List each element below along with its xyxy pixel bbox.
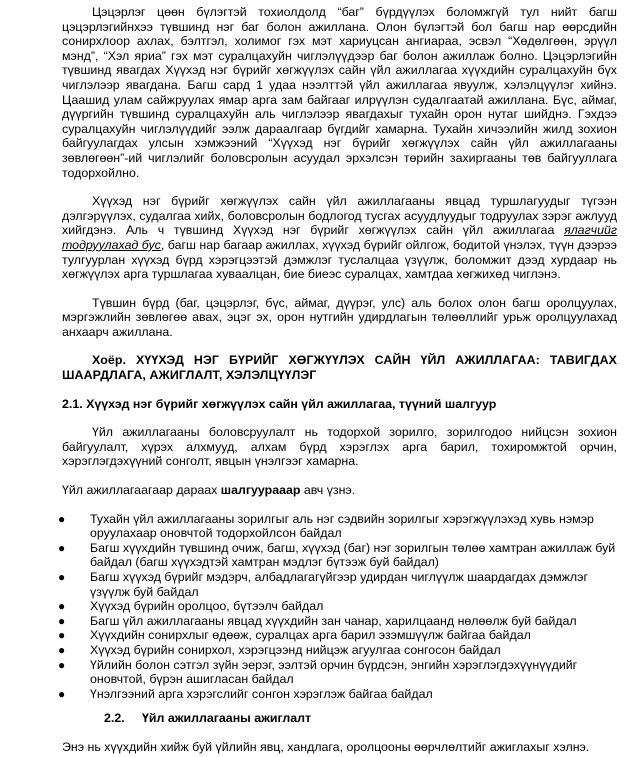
- list-item: [58, 628, 617, 643]
- list-item: [58, 613, 617, 629]
- bullet-icon: ●: [58, 613, 66, 628]
- paragraph-observation: Энэ нь хүүхдийн хийж буй үйлийн явц, хандлага, оролцооны өөрчлөлтийг ажиглахыг хэлнэ.: [62, 739, 590, 754]
- section-heading: Хоёр. ХҮҮХЭД НЭГ БҮРИЙГ ХӨГЖҮҮЛЭХ САЙН ҮЙЛ АЖИЛЛАГАА: ТАВИГДАХ ШААРДЛАГА, АЖИГЛАЛТ, ХЭЛЭЛЦҮҮЛЭГ: [62, 353, 617, 383]
- list-item-text: Багш хүүхэд бүрийг мэдэрч, албадлагагүйгээр удирдан чиглүүлж шаардагдах дэмжлэг үзүүлж буй байдал: [90, 570, 588, 599]
- heading-number: 2.2.: [104, 711, 125, 726]
- bullet-icon: ●: [58, 540, 66, 555]
- bullet-icon: ●: [58, 511, 66, 526]
- paragraph-text: авч үзнэ.: [300, 483, 356, 498]
- list-item-text: Тухайн үйл ажиллагааны зорилгыг аль нэг сэдвийн зорилгыг хэрэгжүүлэхэд хувь нэмэр оруулахаар оновчтой тодорхойлсон байдал: [90, 511, 594, 541]
- subsection-heading-2-2: [62, 711, 617, 726]
- bullet-icon: ●: [58, 628, 66, 643]
- bullet-icon: ●: [58, 686, 66, 701]
- bullet-icon: ●: [58, 599, 66, 614]
- paragraph-text: Хүүхэд нэг бүрийг хөгжүүлэх сайн үйл ажиллагааны явцад туршлагуудыг түгээн дэлгэрүүлэх, судалгаа хийх, боловсролын бодлогод тусгах асуудлуудыг тодруулах зэрэг ажлууд хийгдэнэ. Аль ч түвшинд Хүүхэд нэг бүрийг хөгжүүлэх сайн үйл ажиллагаа: [62, 194, 617, 238]
- list-item-text: Хүүхэд бүрийн сонирхол, хэрэгцээнд нийцэж агуулгаа сонгосон байдал: [90, 642, 501, 657]
- paragraph-criteria-intro: [62, 483, 617, 498]
- list-item-text: Багш хүүхдийн түвшинд очиж, багш, хүүхэд (баг) нэг зорилгын төлөө хамтран ажиллаж буй байдал (багш хүүхэдтэй хамтран мэдлэг бүтээж буй байдал): [90, 540, 616, 570]
- list-item: [58, 570, 617, 599]
- list-item: [58, 657, 617, 687]
- list-item-text: Үнэлгээний арга хэрэгслийг сонгон хэрэглэж байгаа байдал: [90, 686, 433, 701]
- paragraph-text: Үйл ажиллагаагаар дараах: [62, 483, 221, 498]
- emphasis-text: ялагчийг тодруулахад бус: [62, 223, 617, 252]
- heading-text: Үйл ажиллагааны ажиглалт: [142, 711, 312, 726]
- list-item: [58, 642, 617, 658]
- paragraph-practice-sharing: [62, 194, 617, 282]
- paragraph-text: , багш нар багаар ажиллах, хүүхэд бүрийг ойлгож, бодитой үнэлэх, түүн дээрээ тулгуурлан хүүхэд бүрд хэрэгцээтэй дэмжлэг туслалцаа үзүүлж, боломжит дээд хурдаар нь хөгжүүлэх арга туршлагаа хуваалцан, бие биеэс суралцах, хамтдаа хөгжихөд чиглэнэ.: [62, 237, 617, 282]
- paragraph-activity-design: Үйл ажиллагааны боловсруулалт нь тодорхой зорилго, зорилгодоо нийцсэн зохион байгуулалт, хүрэх алхмууд, алхам бүрд хэрэглэх арга барил, тохиромжтой орчин, хэрэглэгдэхүүний сонголт, явцын үнэлгээг хамарна.: [62, 425, 617, 469]
- list-item-text: Хүүхдийн сонирхлыг өдөөж, суралцах арга барил эзэмшүүлж байгаа байдал: [90, 628, 531, 643]
- criteria-list: [58, 511, 617, 702]
- list-item: [58, 511, 617, 541]
- list-item: [58, 540, 617, 570]
- paragraph-participation: Түвшин бүрд (баг, цэцэрлэг, бүс, аймаг, дүүрэг, улс) аль болох олон багш оролцуулах, мэргэжлийн зөвлөгөө авах, эцэг эх, орон нутгийн удирдлагын төлөөллийг урьж оролцуулахад анхаарч ажиллана.: [62, 295, 617, 339]
- list-item-text: Багш үйл ажиллагааны явцад хүүхдийн зан чанар, харилцаанд нөлөөлж буй байдал: [90, 613, 577, 628]
- list-item: [58, 599, 617, 614]
- list-item: [58, 686, 617, 702]
- paragraph-team-organization: Цэцэрлэг цөөн бүлэгтэй тохиолдолд “баг” бүрдүүлэх боломжгүй тул нийт багш цэцэрлэгийнхээ түвшинд нэг баг болон ажиллана. Олон бүлэгтэй бол багш нар өөрсдийн сонирхлоор ахлах, бэлтгэл, холимог гэх мэт хариуцсан ангиараа, эсвэл “Хөдөлгөөн, эрүүл мэнд”, “Хэл яриа” гэх мэт суралцахуйн чиглэлүүдээр баг болон ажиллаж болно. Цэцэрлэгийн түвшинд явагдах Хүүхэд нэг бүрийг хөгжүүлэх сайн үйл ажиллагаа хүүхдийн суралцахуйн бүх чиглэлээр явагдана. Багш сард 1 удаа нээлттэй үйл ажиллагаа явуулж, хэлэлцүүлэг хийнэ. Цаашид улам сайжруулах ямар арга зам байгааг илрүүлэн судалгаатай ажиллана. Бүс, аймаг, дүүргийн түвшинд суралцахуйн аль чиглэлээр явагдахыг тухайн орон нутаг шийднэ. Гэхдээ суралцахуйн чиглэлүүдийг ээлж дараалгаар бүгдийг хамарна. Тухайн хичээлийн жилд зохион байгуулагдах улсын хэмжээний “Хүүхэд нэг бүрийг хөгжүүлэх сайн үйл ажиллагааны зөвлөгөөн”-ий чиглэлийг боловсролын асуудал эрхэлсэн төрийн захиргааны төв байгууллага тодорхойлно.: [62, 5, 617, 180]
- list-item-text: Үйлийн болон сэтгэл зүйн эерэг, ээлтэй орчин бүрдсэн, энгийн хэрэглэгдэхүүнүүдийг оновчтой, бүрэн ашигласан байдал: [90, 657, 578, 687]
- criteria-keyword: шалгуурааар: [220, 483, 301, 498]
- subsection-heading-2-1: 2.1. Хүүхэд нэг бүрийг хөгжүүлэх сайн үйл ажиллагаа, түүний шалгуур: [62, 396, 497, 411]
- list-item-text: Хүүхэд бүрийн оролцоо, бүтээлч байдал: [90, 599, 324, 614]
- bullet-icon: ●: [58, 570, 66, 584]
- bullet-icon: ●: [58, 642, 66, 657]
- bullet-icon: ●: [58, 657, 66, 672]
